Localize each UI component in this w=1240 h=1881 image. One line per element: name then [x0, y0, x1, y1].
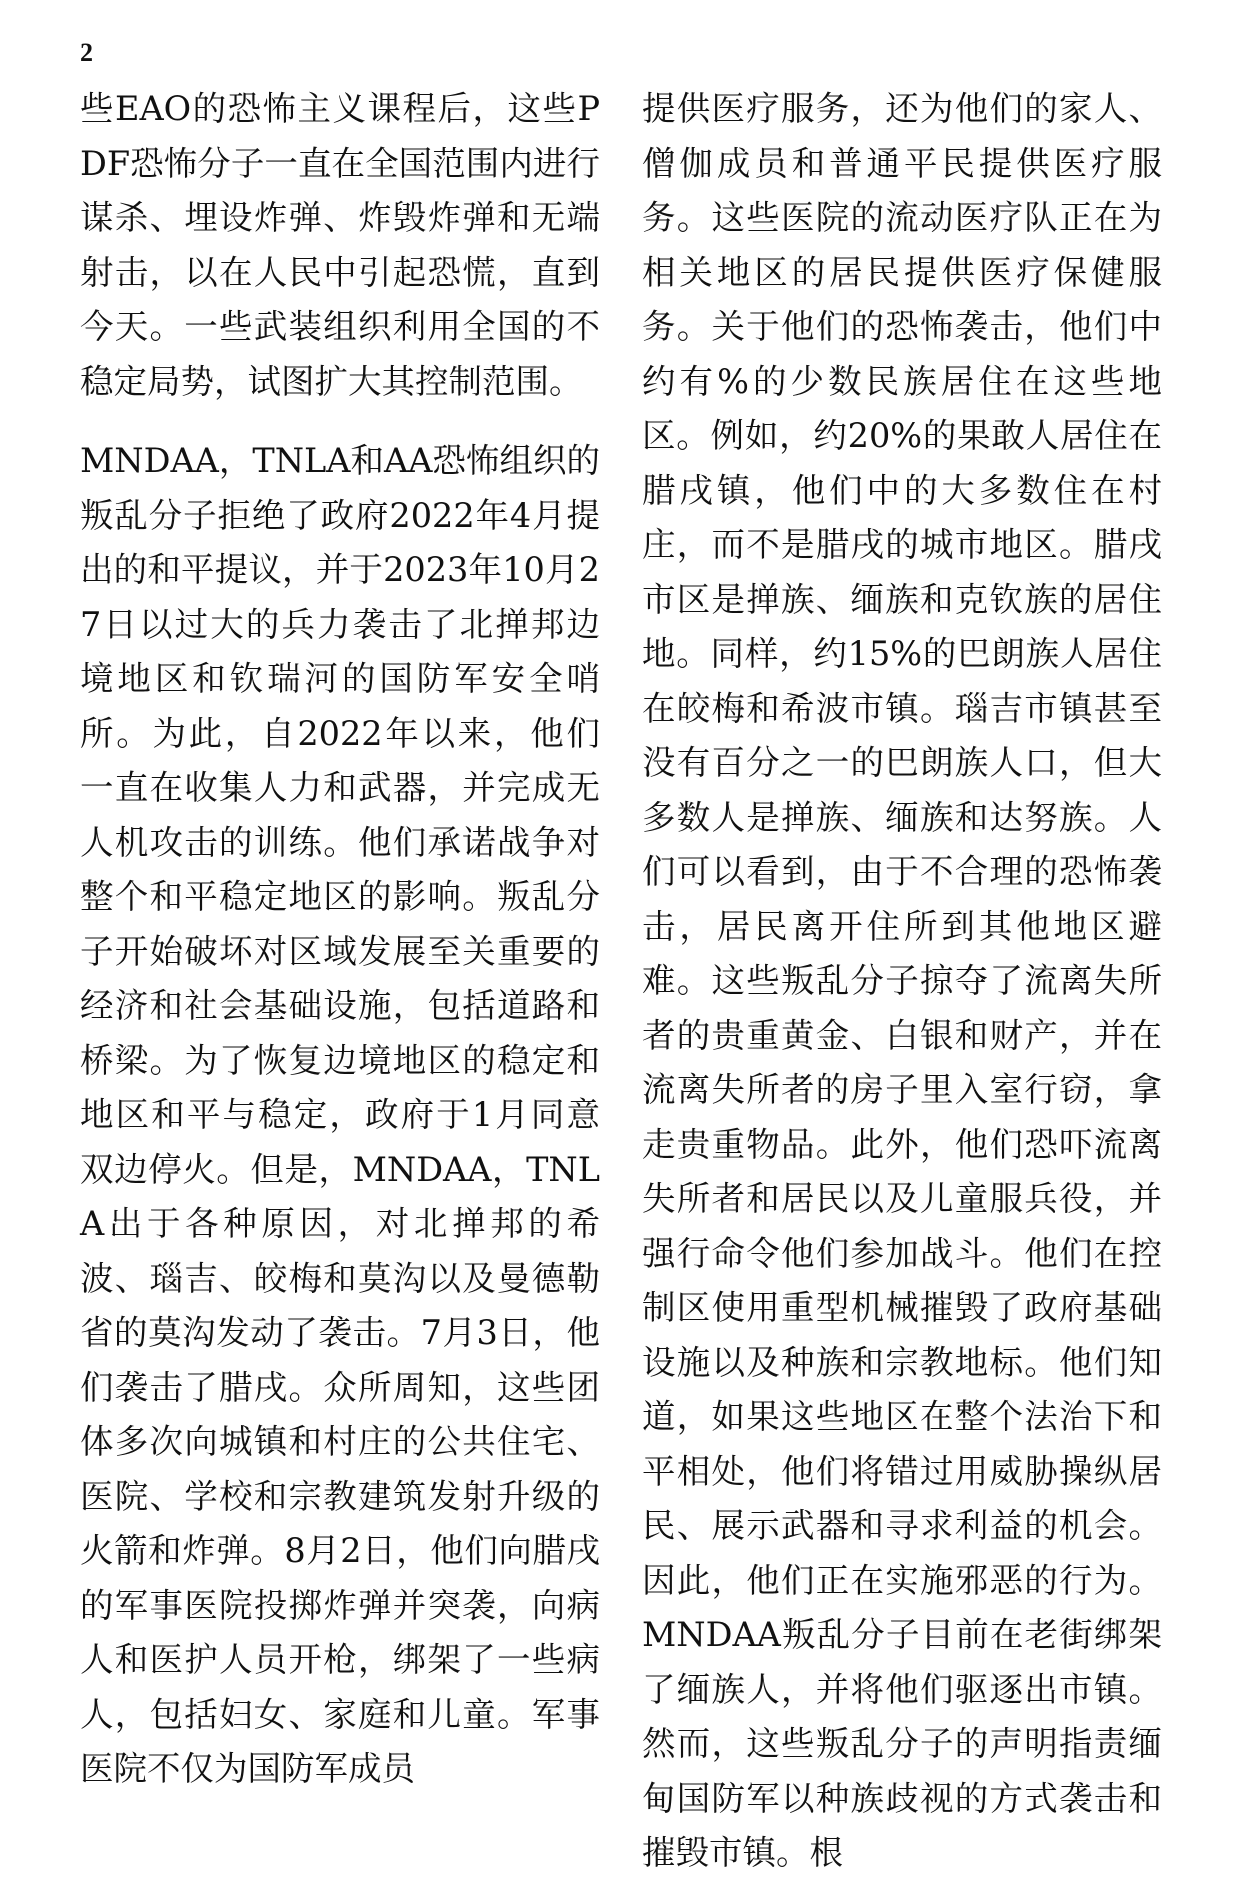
left-column — [80, 82, 600, 1797]
right-column — [642, 82, 1162, 1881]
right-paragraph-1: 提供医疗服务，还为他们的家人、僧伽成员和普通平民提供医疗服务。这些医院的流动医疗队正在为相关地区的居民提供医疗保健服务。关于他们的恐怖袭击，他们中约有%的少数民族居住在这些地区。例如，约20%的果敢人居住在腊戌镇，他们中的大多数住在村庄，而不是腊戌的城市地区。腊戌市区是掸族、缅族和克钦族的居住地。同样，约15%的巴朗族人居住在皎梅和希波市镇。瑙吉市镇甚至没有百分之一的巴朗族人口，但大多数人是掸族、缅族和达努族。人们可以看到，由于不合理的恐怖袭击，居民离开住所到其他地区避难。这些叛乱分子掠夺了流离失所者的贵重黄金、白银和财产，并在流离失所者的房子里入室行窃，拿走贵重物品。此外，他们恐吓流离失所者和居民以及儿童服兵役，并强行命令他们参加战斗。他们在控制区使用重型机械摧毁了政府基础设施以及种族和宗教地标。他们知道，如果这些地区在整个法治下和平相处，他们将错过用威胁操纵居民、展示武器和寻求利益的机会。因此，他们正在实施邪恶的行为。MNDAA叛乱分子目前在老街绑架了缅族人，并将他们驱逐出市镇。然而，这些叛乱分子的声明指责缅甸国防军以种族歧视的方式袭击和摧毁市镇。根 — [642, 89, 1162, 1872]
left-paragraph-1: 些EAO的恐怖主义课程后，这些PDF恐怖分子一直在全国范围内进行谋杀、埋设炸弹、炸毁炸弹和无端射击，以在人民中引起恐慌，直到今天。一些武装组织利用全国的不稳定局势，试图扩大其控制范围。 — [80, 89, 600, 401]
page-number: 2 — [80, 38, 93, 67]
left-paragraph-2: MNDAA，TNLA和AA恐怖组织的叛乱分子拒绝了政府2022年4月提出的和平提议，并于2023年10月27日以过大的兵力袭击了北掸邦边境地区和钦瑞河的国防军安全哨所。为此，自2022年以来，他们一直在收集人力和武器，并完成无人机攻击的训练。他们承诺战争对整个和平稳定地区的影响。叛乱分子开始破坏对区域发展至关重要的经济和社会基础设施，包括道路和桥梁。为了恢复边境地区的稳定和地区和平与稳定，政府于1月同意双边停火。但是，MNDAA，TNLA出于各种原因，对北掸邦的希波、瑙吉、皎梅和莫沟以及曼德勒省的莫沟发动了袭击。7月3日，他们袭击了腊戌。众所周知，这些团体多次向城镇和村庄的公共住宅、医院、学校和宗教建筑发射升级的火箭和炸弹。8月2日，他们向腊戌的军事医院投掷炸弹并突袭，向病人和医护人员开枪，绑架了一些病人，包括妇女、家庭和儿童。军事医院不仅为国防军成员 — [80, 441, 600, 1788]
